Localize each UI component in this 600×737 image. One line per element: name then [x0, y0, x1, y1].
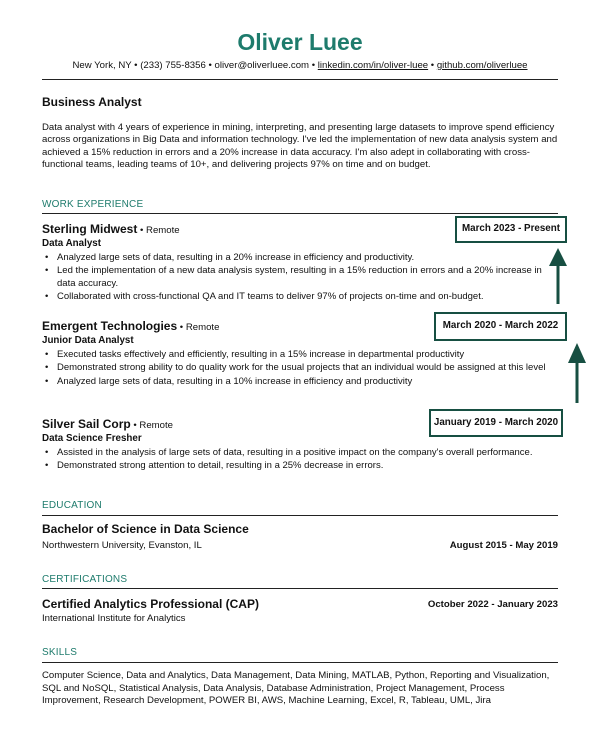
list-item: • Executed tasks effectively and efficiently, resulting in a 15% increase in departmental productivity — [57, 349, 558, 361]
job-company: Silver Sail Corp — [42, 417, 131, 431]
date-box-emergent-technologies: March 2020 - March 2022 — [434, 312, 567, 341]
list-item: • Assisted in the analysis of large sets of data, resulting in a positive impact on the company's overall performance. — [57, 447, 558, 459]
work-divider — [42, 213, 558, 214]
list-item: • Demonstrated strong attention to detail, resulting in a 25% decrease in errors. — [57, 460, 558, 472]
education-divider — [42, 515, 558, 516]
education-heading: EDUCATION — [42, 500, 102, 511]
certification-title: Certified Analytics Professional (CAP) — [42, 597, 259, 611]
arrow-up-icon — [567, 341, 587, 405]
certifications-heading: CERTIFICATIONS — [42, 574, 128, 585]
skills-heading: SKILLS — [42, 647, 78, 658]
job-company: Emergent Technologies — [42, 319, 178, 333]
education-dates: August 2015 - May 2019 — [449, 540, 558, 551]
job-title: Data Analyst — [42, 238, 101, 249]
contact-phone: (233) 755-8356 — [140, 60, 206, 71]
certifications-divider — [42, 588, 558, 589]
job-bullets — [42, 349, 558, 388]
skills-divider — [42, 662, 558, 663]
date-box-sterling-midwest: March 2023 - Present — [455, 216, 567, 243]
linkedin-link[interactable]: linkedin.com/in/oliver-luee — [317, 60, 429, 71]
job-location: • Remote — [130, 420, 173, 431]
arrow-up-icon — [548, 246, 568, 306]
header-divider — [42, 79, 558, 80]
job-bullets — [42, 447, 558, 473]
school-name: Northwestern University, Evanston, IL — [42, 540, 202, 551]
summary-title: Business Analyst — [42, 95, 142, 109]
job-title: Data Science Fresher — [42, 433, 142, 444]
list-item: • Collaborated with cross-functional QA and IT teams to deliver 97% of projects on-time and on-budget. — [57, 291, 558, 303]
skills-text: Computer Science, Data and Analytics, Data Management, Data Mining, MATLAB, Python, Reporting and Visualization, SQL and NoSQL, Statistical Analysis, Data Analysis, Database Administration, Project Management, Process Improvement, Research Development, POWER BI, AWS, Machine Learning, Excel, R, Tableau, UML, Jira — [42, 670, 550, 707]
github-link[interactable]: github.com/oliverluee — [436, 60, 528, 71]
degree-title: Bachelor of Science in Data Science — [42, 522, 249, 536]
certification-dates: October 2022 - January 2023 — [427, 599, 558, 610]
certification-issuer: International Institute for Analytics — [42, 613, 186, 624]
job-company: Sterling Midwest — [42, 222, 138, 236]
work-experience-heading: WORK EXPERIENCE — [42, 199, 144, 210]
date-box-silver-sail-corp: January 2019 - March 2020 — [429, 409, 563, 437]
summary-text: Data analyst with 4 years of experience in mining, interpreting, and presenting large datasets to improve spend efficiency across organizations in Big Data and information technology. I've led the implementation of new data analysis system and achieved a 15% reduction in errors and a 20% increase in data accuracy. I'm also adept in collaborating with cross-functional teams, leading teams of 10+, and delivering projects 97% on time and on budget. — [42, 122, 558, 171]
job-location: • Remote — [177, 322, 220, 333]
list-item: • Analyzed large sets of data, resulting in a 20% increase in efficiency and productivity. — [57, 252, 558, 264]
list-item: • Demonstrated strong ability to do quality work for the usual projects that an individual would be assigned at this level — [57, 362, 558, 374]
list-item: • Led the implementation of a new data analysis system, resulting in a 15% reduction in errors and a 20% increase in data accuracy. — [57, 265, 558, 289]
list-item: • Analyzed large sets of data, resulting in a 10% increase in efficiency and productivity — [57, 376, 558, 388]
job-bullets — [42, 252, 558, 303]
contact-email[interactable]: oliver@oliverluee.com — [214, 60, 310, 71]
candidate-name: Oliver Luee — [237, 29, 363, 55]
job-title: Junior Data Analyst — [42, 335, 134, 346]
contact-location: New York, NY — [72, 60, 132, 71]
contact-line: New York, NY • (233) 755-8356 • oliver@oliverluee.com • linkedin.com/in/oliver-luee • github.com/oliverluee — [72, 60, 528, 71]
job-location: • Remote — [137, 225, 180, 236]
